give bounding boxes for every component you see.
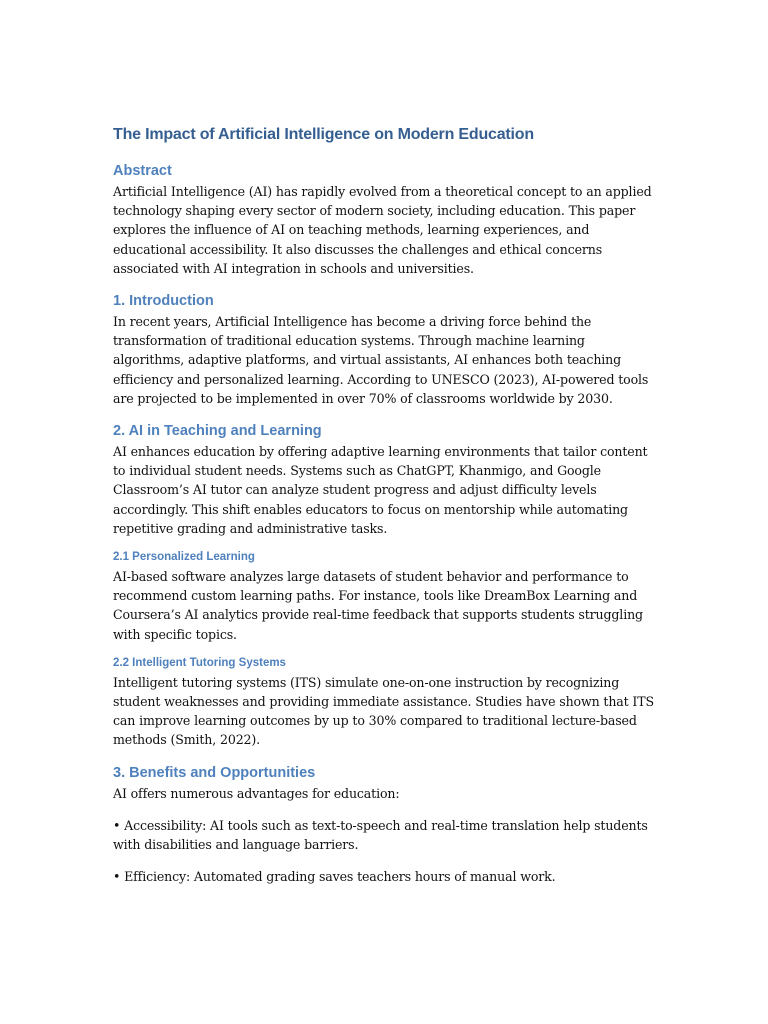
personalized-learning-heading: 2.1 Personalized Learning [113, 551, 255, 564]
benefits-intro: AI offers numerous advantages for education: [113, 785, 400, 801]
personalized-learning-text: AI-based software analyzes large datasets of student behavior and performance to recommend custom learning paths. For instance, tools like DreamBox Learning and Coursera’s AI analytics provide real-time feedback that supports students struggling with specific topics. [113, 569, 643, 642]
teaching-text: AI enhances education by offering adaptive learning environments that tailor content to individual student needs. Systems such as ChatGPT, Khanmigo, and Google Classroom’s AI tutor can analyze student progress and adjust difficulty levels accordingly. This shift enables educators to focus on mentorship while automating repetitive grading and administrative tasks. [113, 444, 648, 536]
tutoring-systems-heading: 2.2 Intelligent Tutoring Systems [113, 656, 286, 669]
abstract-text: Artificial Intelligence (AI) has rapidly evolved from a theoretical concept to an applied technology shaping every sector of modern society, including education. This paper explores the influence of AI on teaching methods, learning experiences, and educational accessibility. It also discusses the challenges and ethical concerns associated with AI integration in schools and universities. [113, 184, 652, 276]
document-page [113, 124, 658, 886]
introduction-heading: 1. Introduction [113, 293, 214, 310]
tutoring-systems-text: Intelligent tutoring systems (ITS) simulate one-on-one instruction by recognizing student weaknesses and providing immediate assistance. Studies have shown that ITS can improve learning outcomes by up to 30% compared to traditional lecture-based methods (Smith, 2022). [113, 674, 654, 748]
benefit-bullet-accessibility: • Accessibility: AI tools such as text-to-speech and real-time translation help students with disabilities and language barriers. [113, 817, 648, 853]
abstract-heading: Abstract [113, 163, 172, 179]
document-title: The Impact of Artificial Intelligence on Modern Education [113, 126, 534, 143]
benefit-bullet-efficiency: • Efficiency: Automated grading saves teachers hours of manual work. [113, 869, 556, 885]
teaching-heading: 2. AI in Teaching and Learning [113, 423, 322, 440]
introduction-text: In recent years, Artificial Intelligence has become a driving force behind the transformation of traditional education systems. Through machine learning algorithms, adaptive platforms, and virtual assistants, AI enhances both teaching efficiency and personalized learning. According to UNESCO (2023), AI-powered tools are projected to be implemented in over 70% of classrooms worldwide by 2030. [113, 314, 649, 406]
benefits-heading: 3. Benefits and Opportunities [113, 764, 316, 781]
